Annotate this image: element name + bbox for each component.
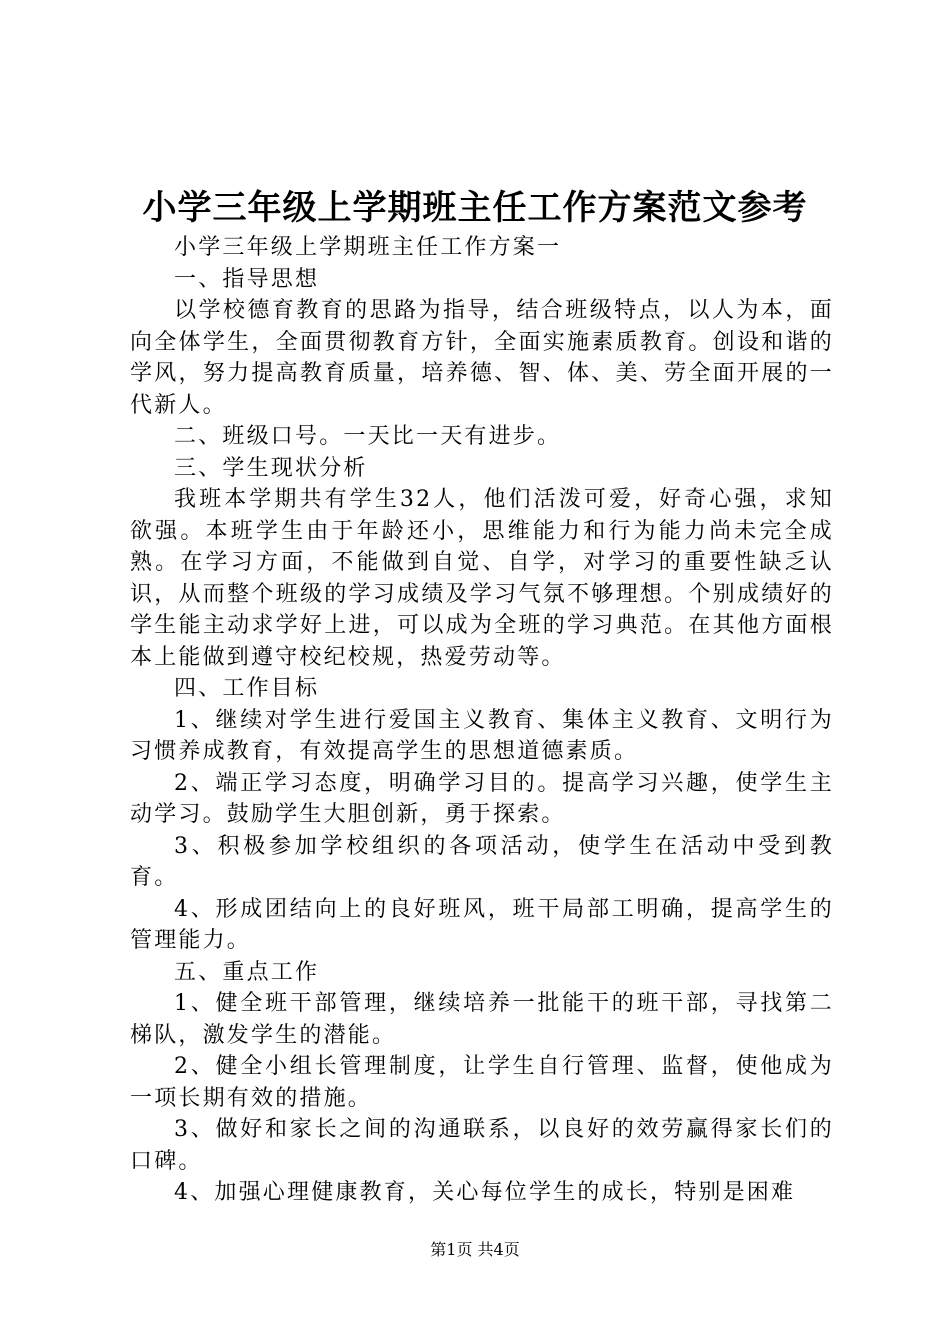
- list-item: 4、形成团结向上的良好班风，班干局部工明确，提高学生的管理能力。: [130, 896, 834, 953]
- section-heading: 五、重点工作: [174, 959, 320, 985]
- list-item: 1、继续对学生进行爱国主义教育、集体主义教育、文明行为习惯养成教育，有效提高学生的思想道德素质。: [130, 707, 834, 764]
- document-title: 小学三年级上学期班主任工作方案范文参考: [142, 188, 808, 228]
- paragraph: 我班本学期共有学生32人，他们活泼可爱，好奇心强，求知欲强。本班学生由于年龄还小，思维能力和行为能力尚未完全成熟。在学习方面，不能做到自觉、自学，对学习的重要性缺乏认识，从而整个班级的学习成绩及学习气氛不够理想。个别成绩好的学生能主动求学好上进，可以成为全班的学习典范。在其他方面根本上能做到遵守校纪校规，热爱劳动等。: [130, 487, 834, 670]
- list-item: 2、端正学习态度，明确学习目的。提高学习兴趣，使学生主动学习。鼓励学生大胆创新，勇于探索。: [130, 770, 834, 827]
- paragraph: 以学校德育教育的思路为指导，结合班级特点，以人为本，面向全体学生，全面贯彻教育方针，全面实施素质教育。创设和谐的学风，努力提高教育质量，培养德、智、体、美、劳全面开展的一代新人。: [130, 298, 834, 418]
- section-heading: 三、学生现状分析: [174, 455, 368, 481]
- section-heading: 一、指导思想: [174, 266, 320, 292]
- plan-heading: 小学三年级上学期班主任工作方案一: [174, 235, 562, 260]
- list-item: 2、健全小组长管理制度，让学生自行管理、监督，使他成为一项长期有效的措施。: [130, 1054, 834, 1111]
- list-item: 3、积极参加学校组织的各项活动，使学生在活动中受到教育。: [130, 833, 834, 890]
- list-item: 4、加强心理健康教育，关心每位学生的成长，特别是困难: [174, 1180, 796, 1205]
- section-heading: 二、班级口号。一天比一天有进步。: [174, 424, 562, 449]
- section-heading: 四、工作目标: [174, 676, 320, 701]
- document-body: [130, 232, 834, 1209]
- list-item: 1、健全班干部管理，继续培养一批能干的班干部，寻找第二梯队，激发学生的潜能。: [130, 991, 834, 1048]
- list-item: 3、做好和家长之间的沟通联系，以良好的效劳赢得家长们的口碑。: [130, 1117, 834, 1174]
- page-footer: 第1页 共4页: [430, 1240, 520, 1259]
